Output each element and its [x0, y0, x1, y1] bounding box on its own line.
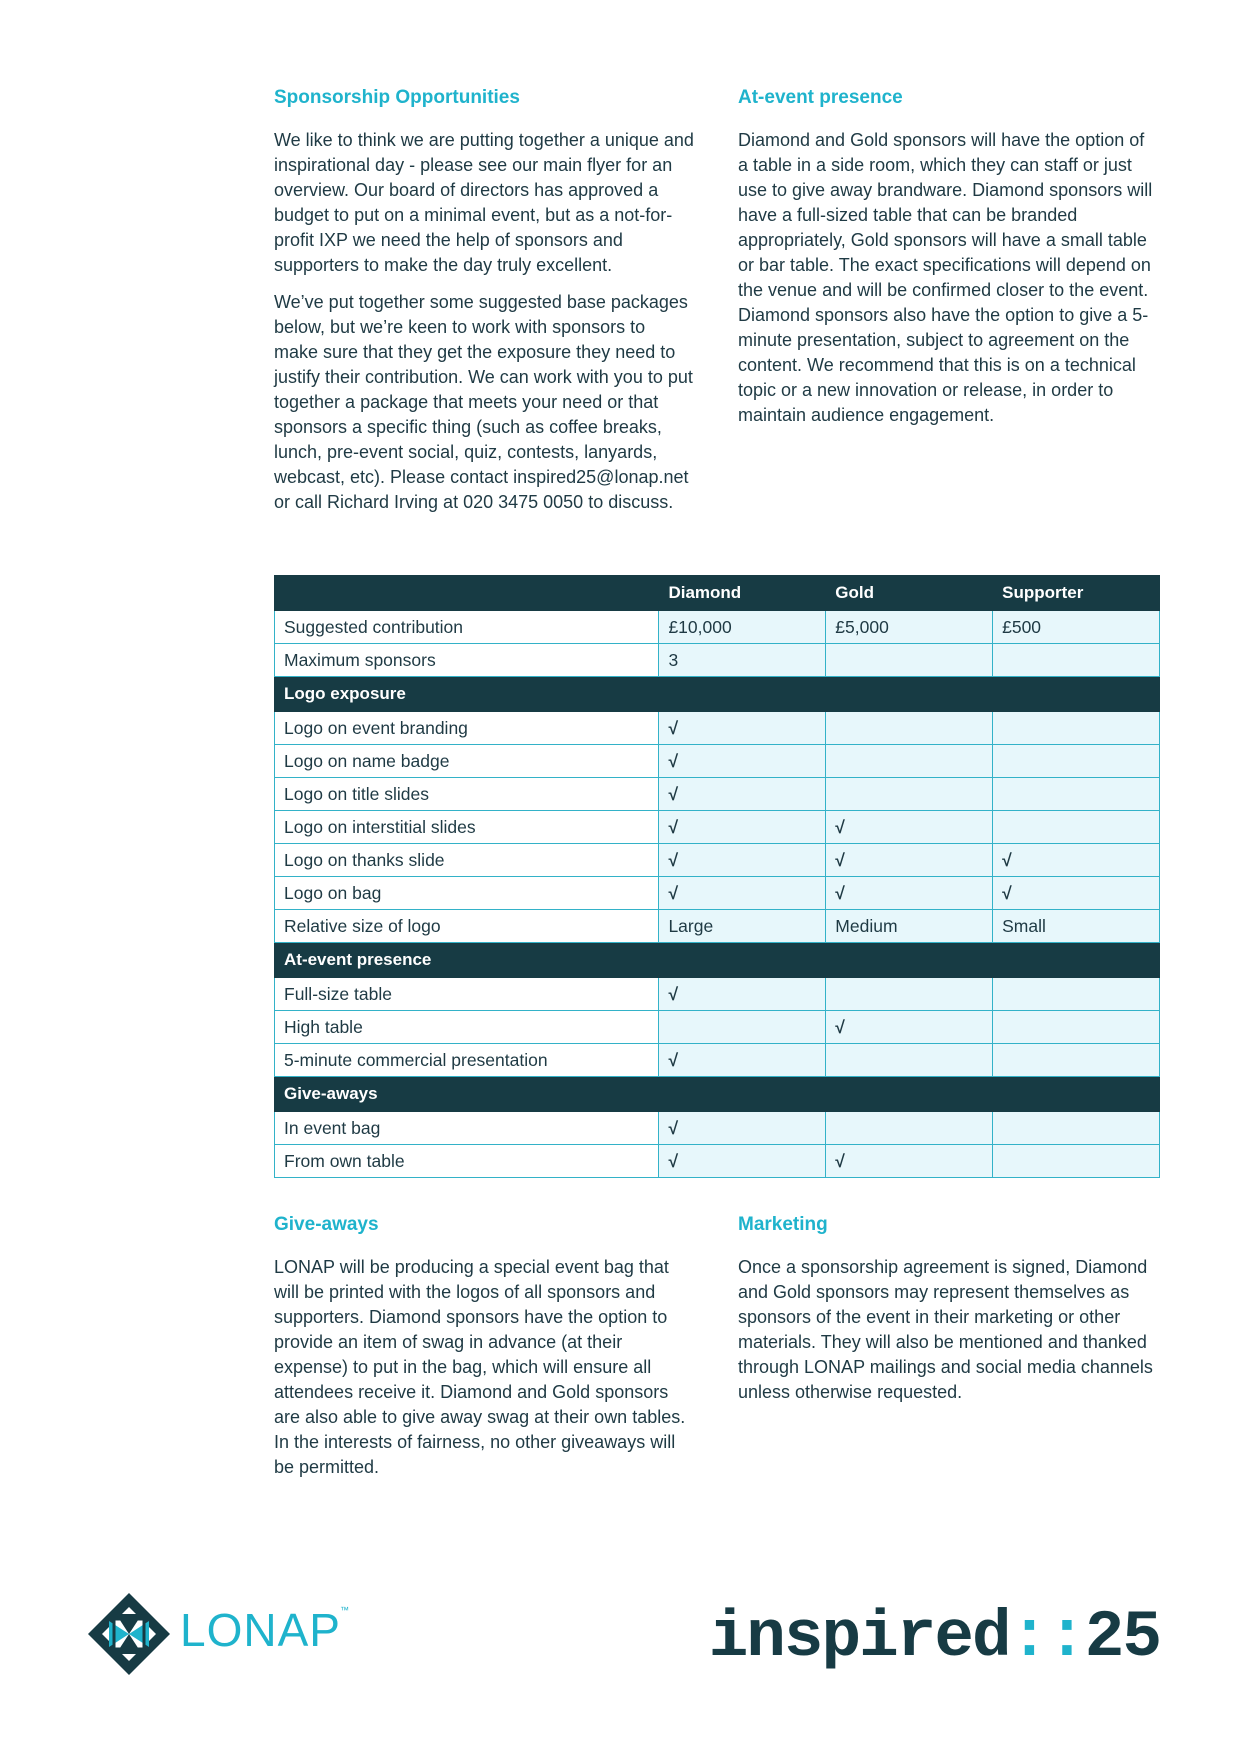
- header-cell-diamond: Diamond: [659, 576, 826, 611]
- supporter-cell: [993, 745, 1160, 778]
- supporter-cell: £500: [993, 611, 1160, 644]
- supporter-cell: √: [993, 844, 1160, 877]
- gold-cell: £5,000: [826, 611, 993, 644]
- marketing-section: [738, 1213, 1158, 1417]
- table-row: [275, 910, 1160, 943]
- row-label-cell: Logo on interstitial slides: [275, 811, 659, 844]
- row-label-cell: Full-size table: [275, 978, 659, 1011]
- at-event-heading: At-event presence: [738, 87, 903, 108]
- gold-cell: √: [826, 844, 993, 877]
- sponsorship-section: [274, 86, 694, 527]
- table-section-row: [275, 1077, 1160, 1112]
- table-section-row: [275, 943, 1160, 978]
- lonap-emblem-icon: [88, 1593, 170, 1675]
- giveaways-section: [274, 1213, 694, 1492]
- row-label-cell: Logo on title slides: [275, 778, 659, 811]
- row-label-cell: High table: [275, 1011, 659, 1044]
- giveaways-heading: Give-aways: [274, 1214, 379, 1235]
- diamond-cell: √: [659, 712, 826, 745]
- supporter-cell: [993, 1011, 1160, 1044]
- diamond-cell: √: [659, 745, 826, 778]
- diamond-cell: Large: [659, 910, 826, 943]
- lonap-trademark: ™: [340, 1605, 349, 1615]
- gold-cell: √: [826, 877, 993, 910]
- table-row: [275, 877, 1160, 910]
- inspired-separator: ::: [1009, 1600, 1085, 1675]
- section-heading-cell: Logo exposure: [275, 677, 1160, 712]
- supporter-cell: √: [993, 877, 1160, 910]
- row-label-cell: From own table: [275, 1145, 659, 1178]
- sponsorship-paragraph-1: We like to think we are putting together a unique and inspirational day - please see our main flyer for an overview. Our board of directors has approved a budget to put on a minimal event, but as a not-for-profit IXP we need the help of sponsors and supporters to make the day truly excellent.: [274, 130, 694, 275]
- table-row: [275, 811, 1160, 844]
- row-label-cell: Suggested contribution: [275, 611, 659, 644]
- lonap-logo: [88, 1593, 358, 1673]
- table-row: [275, 844, 1160, 877]
- giveaways-paragraph: LONAP will be producing a special event bag that will be printed with the logos of all sponsors and supporters. Diamond sponsors have the option to provide an item of swag in advance (at their expense) to put in the bag, which will ensure all attendees receive it. Diamond and Gold sponsors are also able to give away swag at their own tables. In the interests of fairness, no other giveaways will be permitted.: [274, 1257, 686, 1477]
- marketing-paragraph: Once a sponsorship agreement is signed, Diamond and Gold sponsors may represent themselves as sponsors of the event in their marketing or other materials. They will also be mentioned and thanked through LONAP mailings and social media channels unless otherwise requested.: [738, 1257, 1153, 1402]
- row-label-cell: Logo on bag: [275, 877, 659, 910]
- diamond-cell: £10,000: [659, 611, 826, 644]
- gold-cell: [826, 644, 993, 677]
- inspired-logo: [709, 1600, 1160, 1675]
- table-row: [275, 1112, 1160, 1145]
- supporter-cell: [993, 778, 1160, 811]
- diamond-cell: √: [659, 811, 826, 844]
- gold-cell: Medium: [826, 910, 993, 943]
- diamond-cell: [659, 1011, 826, 1044]
- table-row: [275, 978, 1160, 1011]
- gold-cell: [826, 712, 993, 745]
- supporter-cell: [993, 1112, 1160, 1145]
- diamond-cell: √: [659, 978, 826, 1011]
- table-row: [275, 611, 1160, 644]
- supporter-cell: [993, 644, 1160, 677]
- table-row: [275, 644, 1160, 677]
- diamond-cell: √: [659, 1044, 826, 1077]
- gold-cell: √: [826, 1145, 993, 1178]
- row-label-cell: Maximum sponsors: [275, 644, 659, 677]
- diamond-cell: 3: [659, 644, 826, 677]
- gold-cell: [826, 745, 993, 778]
- table-row: [275, 1145, 1160, 1178]
- sponsorship-table: [274, 575, 1160, 1178]
- section-heading-cell: Give-aways: [275, 1077, 1160, 1112]
- header-cell-supporter: Supporter: [993, 576, 1160, 611]
- section-heading-cell: At-event presence: [275, 943, 1160, 978]
- gold-cell: [826, 778, 993, 811]
- table-row: [275, 712, 1160, 745]
- at-event-paragraph: Diamond and Gold sponsors will have the option of a table in a side room, which they can staff or just use to give away brandware. Diamond sponsors will have a full-sized table that can be branded appropriately, Gold sponsors will have a small table or bar table. The exact specifications will depend on the venue and will be confirmed closer to the event. Diamond sponsors also have the option to give a 5-minute presentation, subject to agreement on the content. We recommend that this is on a technical topic or a new innovation or release, in order to maintain audience engagement.: [738, 130, 1153, 425]
- table-section-row: [275, 677, 1160, 712]
- gold-cell: √: [826, 811, 993, 844]
- at-event-section: [738, 86, 1158, 440]
- diamond-cell: √: [659, 1112, 826, 1145]
- sponsorship-heading: Sponsorship Opportunities: [274, 87, 520, 108]
- supporter-cell: [993, 712, 1160, 745]
- supporter-cell: [993, 811, 1160, 844]
- diamond-cell: √: [659, 844, 826, 877]
- gold-cell: [826, 1044, 993, 1077]
- header-cell-gold: Gold: [826, 576, 993, 611]
- table-row: [275, 1011, 1160, 1044]
- supporter-cell: Small: [993, 910, 1160, 943]
- row-label-cell: In event bag: [275, 1112, 659, 1145]
- supporter-cell: [993, 1044, 1160, 1077]
- diamond-cell: √: [659, 877, 826, 910]
- inspired-number: 25: [1084, 1600, 1160, 1675]
- inspired-word: inspired: [708, 1600, 1010, 1675]
- row-label-cell: 5-minute commercial presentation: [275, 1044, 659, 1077]
- lonap-wordmark: LONAP: [180, 1604, 341, 1656]
- gold-cell: [826, 1112, 993, 1145]
- diamond-cell: √: [659, 1145, 826, 1178]
- table-body: [275, 611, 1160, 1178]
- diamond-cell: √: [659, 778, 826, 811]
- row-label-cell: Logo on name badge: [275, 745, 659, 778]
- marketing-heading: Marketing: [738, 1214, 828, 1235]
- gold-cell: [826, 978, 993, 1011]
- header-cell-empty: [275, 576, 659, 611]
- table-header-row: [275, 576, 1160, 611]
- sponsorship-paragraph-2: We’ve put together some suggested base packages below, but we’re keen to work with sponsors to make sure that they get the exposure they need to justify their contribution. We can work with you to put together a package that meets your need or that sponsors a specific thing (such as coffee breaks, lunch, pre-event social, quiz, contests, lanyards, webcast, etc). Please contact inspired25@lonap.net or call Richard Irving at 020 3475 0050 to discuss.: [274, 292, 693, 512]
- row-label-cell: Relative size of logo: [275, 910, 659, 943]
- row-label-cell: Logo on thanks slide: [275, 844, 659, 877]
- table-row: [275, 1044, 1160, 1077]
- table-row: [275, 778, 1160, 811]
- gold-cell: √: [826, 1011, 993, 1044]
- row-label-cell: Logo on event branding: [275, 712, 659, 745]
- supporter-cell: [993, 978, 1160, 1011]
- supporter-cell: [993, 1145, 1160, 1178]
- table-row: [275, 745, 1160, 778]
